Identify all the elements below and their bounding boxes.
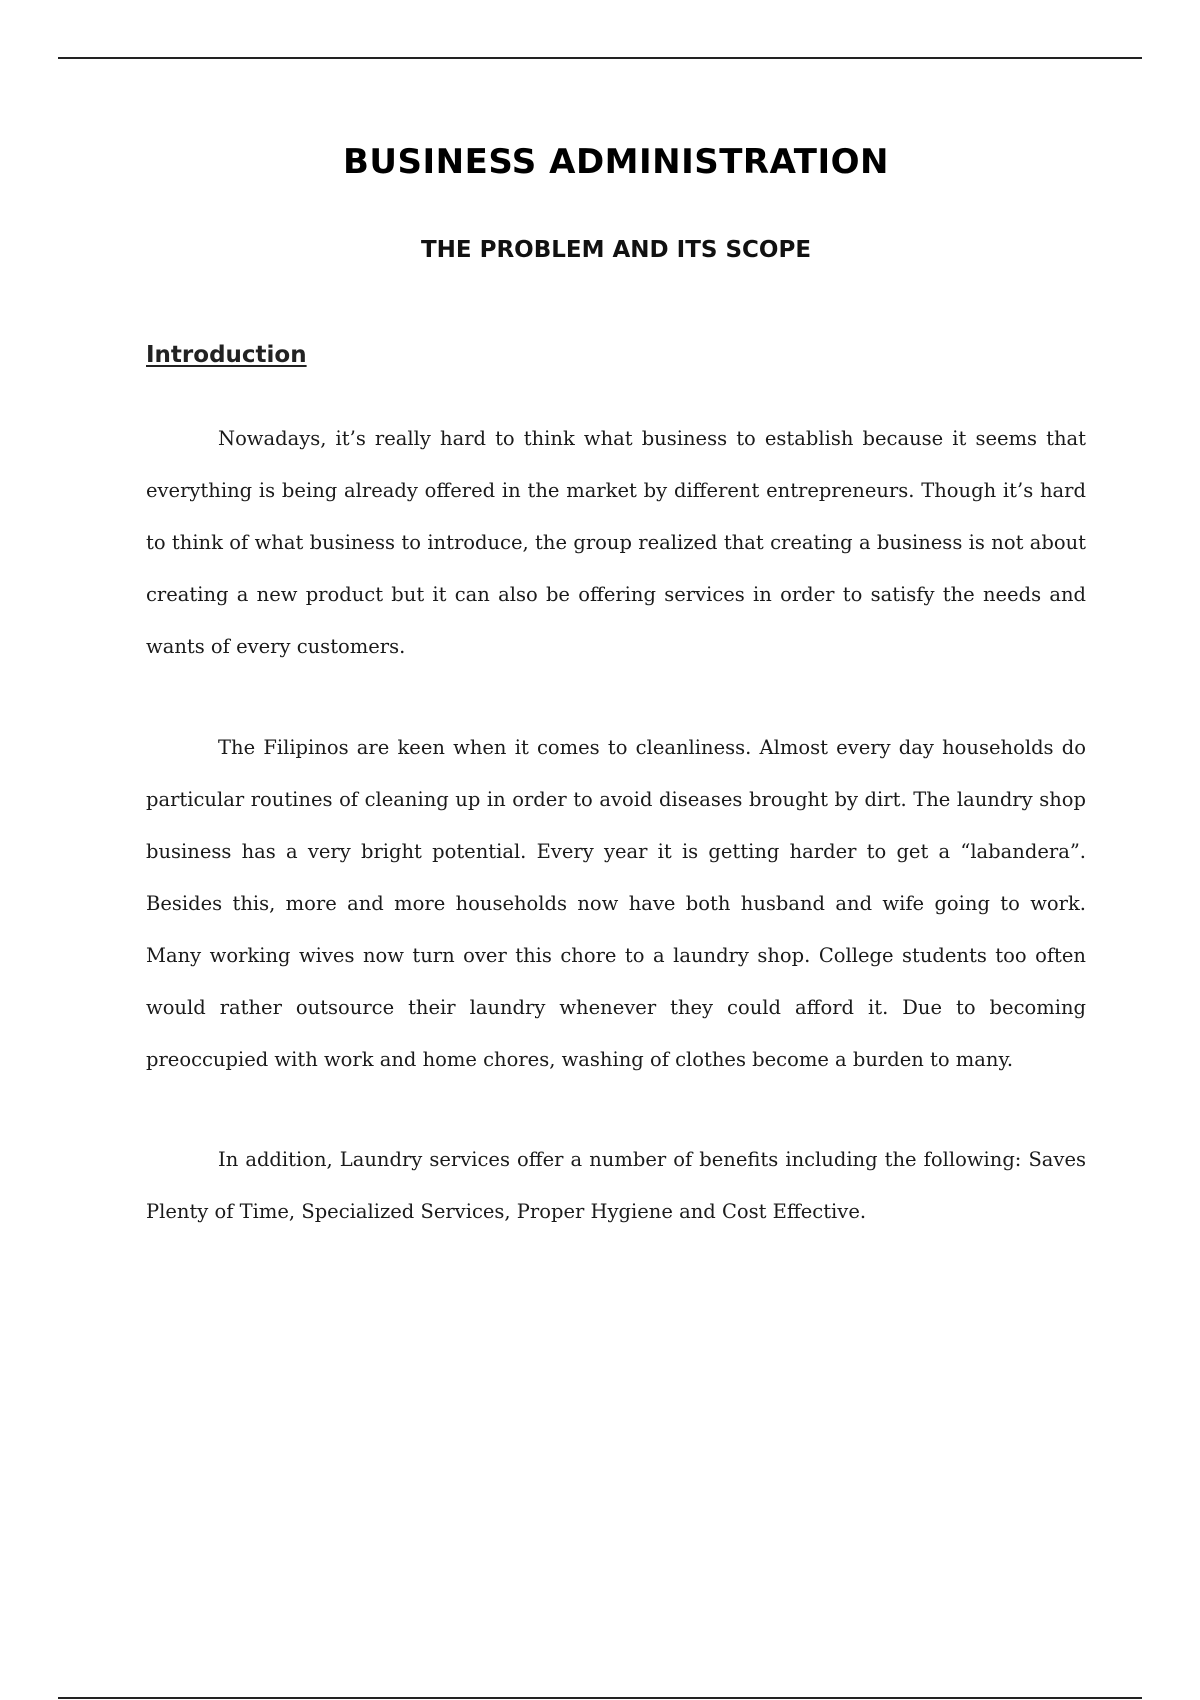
bottom-rule	[58, 1697, 1142, 1699]
paragraph: The Filipinos are keen when it comes to cleanliness. Almost every day households do particular routines of cleaning up in order to avoid diseases brought by dirt. The laundry shop business has a very bright potential. Every year it is getting harder to get a “labandera”. Besides this, more and more households now have both husband and wife going to work. Many working wives now turn over this chore to a laundry shop. College students too often would rather outsource their laundry whenever they could afford it. Due to becoming preoccupied with work and home chores, washing of clothes become a burden to many.	[146, 736, 1086, 1071]
document-subtitle: THE PROBLEM AND ITS SCOPE	[420, 237, 812, 263]
document-title: BUSINESS ADMINISTRATION	[343, 142, 889, 182]
paragraph: Nowadays, it’s really hard to think what business to establish because it seems that everything is being already offered in the market by different entrepreneurs. Though it’s hard to think of what business to introduce, the group realized that creating a business is not about creating a new product but it can also be offering services in order to satisfy the needs and wants of every customers.	[146, 427, 1086, 658]
paragraph: In addition, Laundry services offer a number of benefits including the following: Saves Plenty of Time, Specialized Services, Proper Hygiene and Cost Effective.	[146, 1148, 1086, 1223]
top-rule	[58, 57, 1142, 59]
section-heading-introduction: Introduction	[146, 342, 307, 368]
